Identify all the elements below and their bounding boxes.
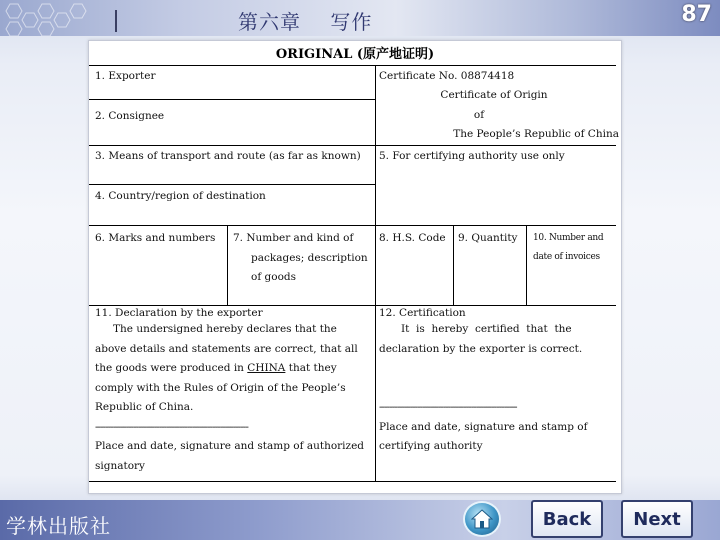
- invoice-label-line: 10. Number and: [533, 233, 604, 243]
- signature-line: ------------------------------------------------------------: [95, 420, 248, 433]
- packages-description-line: packages; description: [251, 251, 368, 264]
- exporter-label: 1. Exporter: [95, 70, 156, 82]
- certification-spacer: [379, 359, 611, 398]
- signature-caption: certifying authority: [379, 440, 483, 452]
- packages-description-label: [233, 229, 369, 288]
- signature-caption: Place and date, signature and stamp of: [379, 420, 588, 433]
- declaration-text: comply with the Rules of Origin of the People’s: [95, 381, 346, 394]
- signature-caption: signatory: [95, 459, 145, 472]
- destination-label: 4. Country/region of destination: [95, 190, 266, 202]
- consignee-label: 2. Consignee: [95, 110, 165, 122]
- declaration-country: CHINA: [247, 362, 286, 374]
- exporter-declaration: [95, 306, 365, 476]
- form-line: [89, 145, 616, 146]
- chapter-title: 第六章 写作: [238, 10, 373, 34]
- hs-code-label: 8. H.S. Code: [379, 232, 446, 244]
- packages-description-line: of goods: [251, 271, 297, 283]
- certificate-country: The People’s Republic of China: [453, 128, 619, 140]
- declaration-text: above details and statements are correct, that all: [95, 342, 358, 355]
- declaration-text: Republic of China.: [95, 401, 194, 413]
- marks-numbers-label: 6. Marks and numbers: [95, 232, 216, 244]
- certifying-authority-label: 5. For certifying authority use only: [379, 150, 565, 162]
- certification-title: 12. Certification: [379, 307, 466, 319]
- home-icon: [471, 509, 493, 529]
- form-line: [89, 225, 616, 226]
- title-separator: [115, 10, 117, 32]
- invoice-label: [533, 229, 617, 267]
- form-line: [375, 65, 376, 481]
- form-title: ORIGINAL (原产地证明): [275, 47, 435, 62]
- certificate-number: Certificate No. 08874418: [379, 70, 515, 82]
- certification-text: declaration by the exporter is correct.: [379, 342, 583, 355]
- form-line: [453, 225, 454, 305]
- signature-line: ------------------------------------------------------: [379, 401, 517, 413]
- hexagon-pattern-decoration: [0, 0, 150, 36]
- certificate-of-origin-form: [88, 40, 622, 494]
- certification-text: It is hereby certified that the: [401, 323, 572, 335]
- form-line: [526, 225, 527, 305]
- home-button[interactable]: [463, 501, 501, 537]
- form-line: [89, 481, 616, 482]
- certification: [379, 306, 611, 457]
- back-button[interactable]: Back: [531, 500, 603, 538]
- invoice-label-line: date of invoices: [533, 252, 600, 262]
- declaration-title: 11. Declaration by the exporter: [95, 307, 263, 319]
- publisher-name: 学林出版社: [6, 514, 111, 538]
- transport-route-label: 3. Means of transport and route (as far as known): [95, 150, 361, 162]
- form-line: [89, 65, 616, 66]
- declaration-text: [95, 359, 365, 379]
- declaration-text-part: the goods were produced in: [95, 362, 248, 374]
- signature-caption: Place and date, signature and stamp of authorized: [95, 440, 365, 452]
- page-number: 87: [681, 2, 712, 27]
- next-button[interactable]: Next: [621, 500, 693, 538]
- form-line: [89, 184, 375, 185]
- certificate-title: Certificate of Origin: [440, 89, 548, 101]
- certificate-title-of: of: [473, 109, 485, 121]
- form-line: [89, 99, 375, 100]
- packages-description-line: 7. Number and kind of: [233, 232, 354, 244]
- declaration-text-part: that they: [285, 362, 337, 374]
- form-line: [227, 225, 228, 305]
- declaration-text: The undersigned hereby declares that the: [113, 323, 337, 335]
- quantity-label: 9. Quantity: [458, 232, 518, 244]
